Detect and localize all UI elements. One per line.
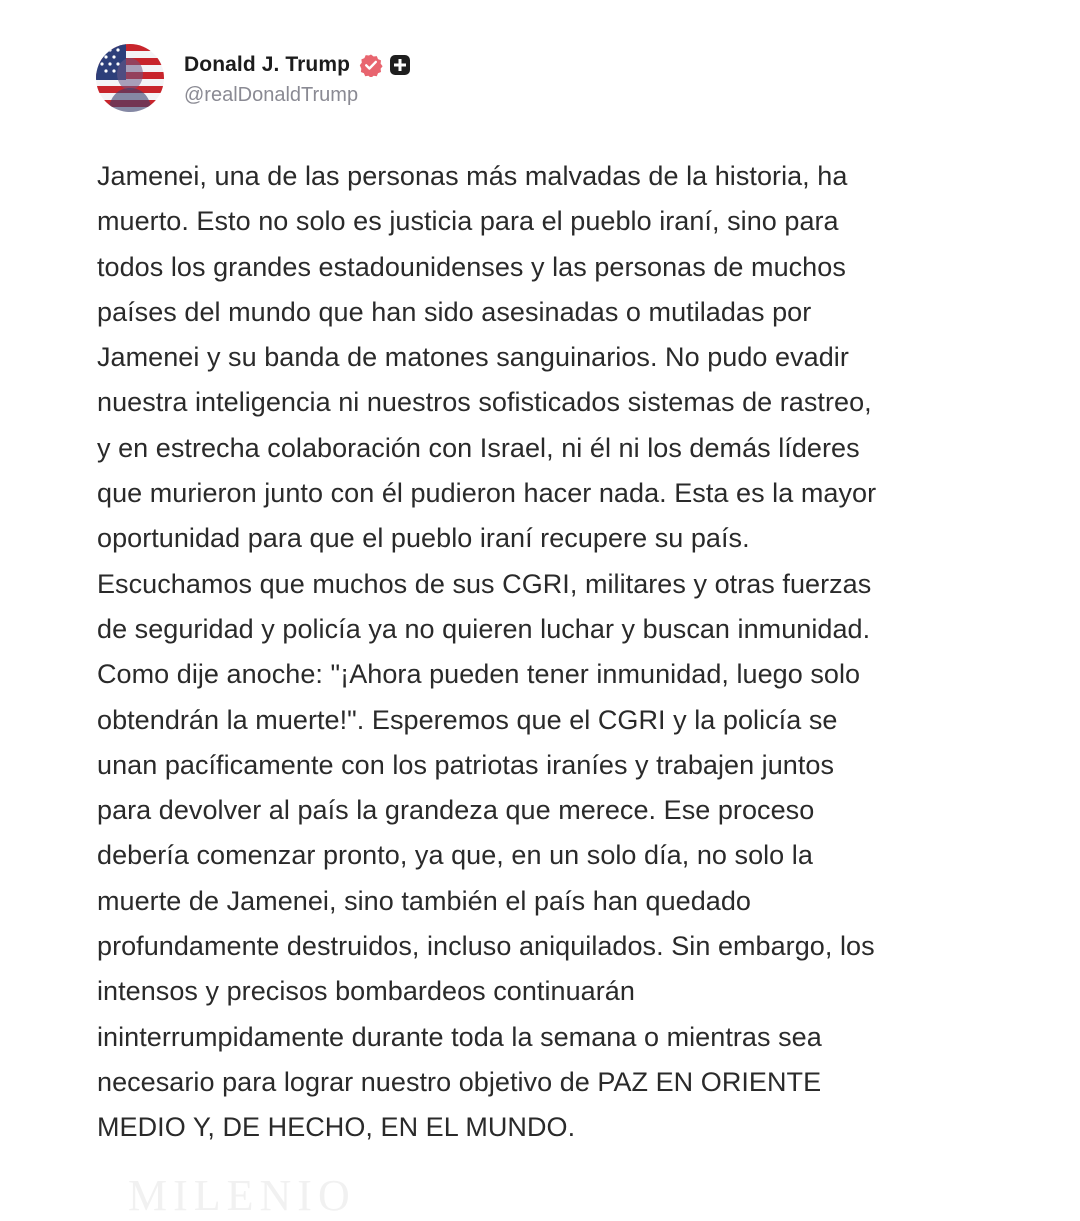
user-handle[interactable]: @realDonaldTrump [184,83,359,106]
plus-badge-icon [389,54,411,76]
avatar[interactable] [96,44,164,112]
flag-portrait-avatar [96,44,164,112]
verified-badge-icon [359,53,383,77]
post-text: Jamenei, una de las personas más malvadas de la historia, ha muerto. Esto no solo es justicia para el pueblo iraní, sino para todos los grandes estadounidenses y las personas de muchos países del mundo que han sido asesinadas o mutiladas por Jamenei y su banda de matones sanguinarios. No pudo evadir nuestra inteligencia ni nuestros sofisticados sistemas de rastreo, y en estrecha colaboración con Israel, ni él ni los demás líderes que murieron junto con él pudieron hacer nada. Esta es la mayor oportunidad para que el pueblo iraní recupere su país. Escuchamos que muchos de sus CGRI, militares y otras fuerzas de seguridad y policía ya no quieren luchar y buscan inmunidad. Como dije anoche: "¡Ahora pueden tener inmunidad, luego solo obtendrán la muerte!". Esperemos que el CGRI y la policía se unan pacíficamente con los patriotas iraníes y trabajen juntos para devolver al país la grandeza que merece. Ese proceso debería comenzar pronto, ya que, en un solo día, no solo la muerte de Jamenei, sino también el país han quedado profundamente destruidos, incluso aniquilados. Sin embargo, los intensos y precisos bombardeos continuarán ininterrumpidamente durante toda la semana o mientras sea necesario para lograr nuestro objetivo de PAZ EN ORIENTE MEDIO Y, DE HECHO, EN EL MUNDO. [97,161,877,1143]
watermark-logo: MILENIO [128,1171,356,1220]
post-header [96,44,411,112]
display-name[interactable]: Donald J. Trump [184,52,351,76]
